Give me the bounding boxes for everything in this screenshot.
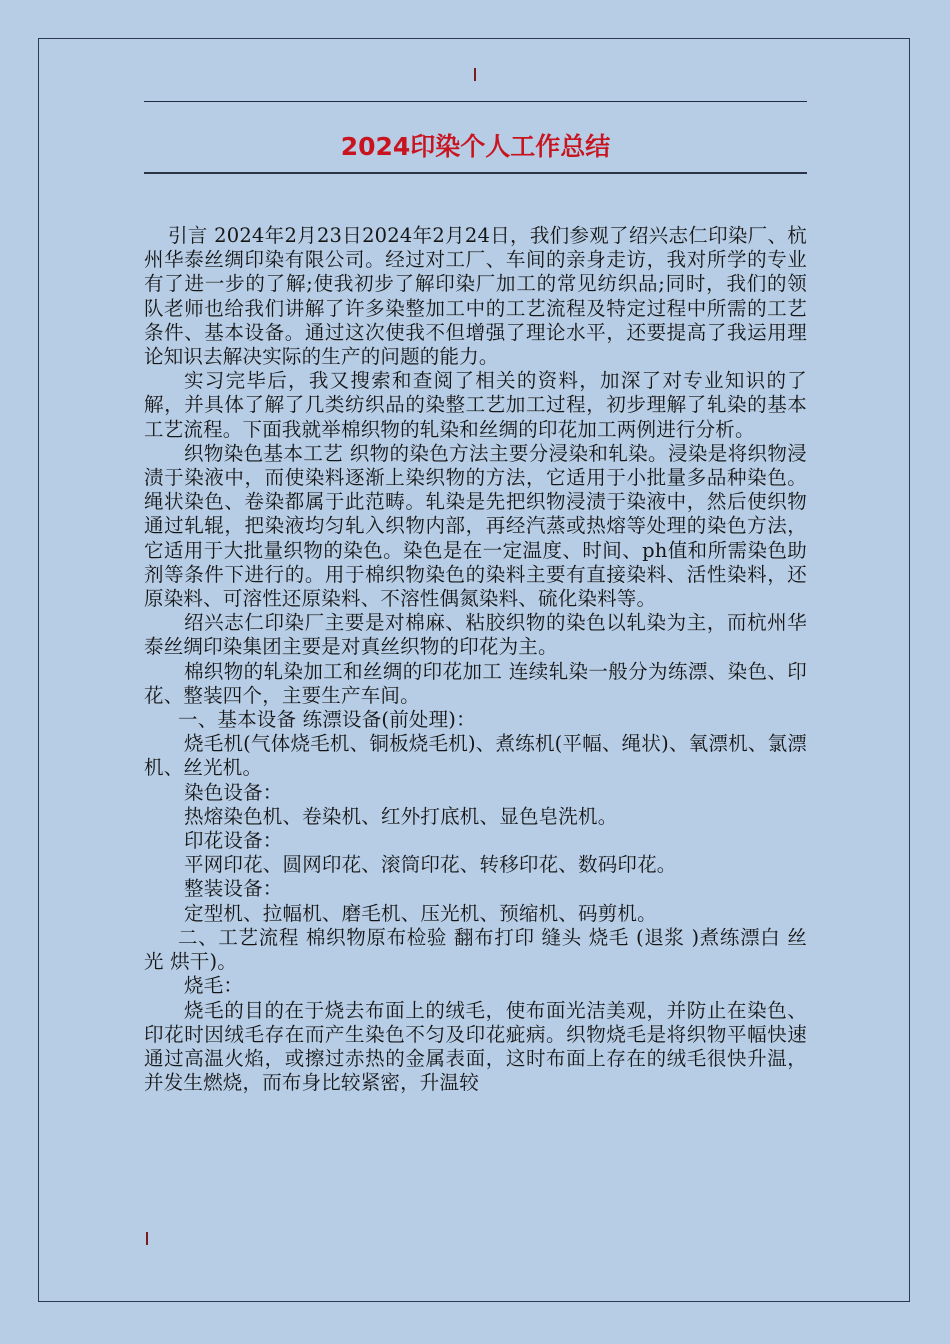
footer-marker xyxy=(146,1232,148,1245)
paragraph-dyeing-methods: 织物染色基本工艺 织物的染色方法主要分浸染和轧染。浸染是将织物浸渍于染液中，而使染料逐渐上染织物的方法，它适用于小批量多品种染色。绳状染色、卷染都属于此范畴。轧染是先把织物浸渍于染液中，然后使织物通过轧辊，把染液均匀轧入织物内部，再经汽蒸或热熔等处理的染色方法，它适用于大批量织物的染色。染色是在一定温度、时间、ph值和所需染色助剂等条件下进行的。用于棉织物染色的染料主要有直接染料、活性染料，还原染料、可溶性还原染料、不溶性偶氮染料、硫化染料等。 xyxy=(144,441,807,611)
header-marker xyxy=(474,68,476,81)
paragraph-singeing: 烧毛的目的在于烧去布面上的绒毛，使布面光洁美观，并防止在染色、印花时因绒毛存在而产生染色不匀及印花疵病。织物烧毛是将织物平幅快速通过高温火焰，或擦过赤热的金属表面，这时布面上存在的绒毛很快升温，并发生燃烧，而布身比较紧密，升温较 xyxy=(144,998,807,1095)
document-body xyxy=(144,224,807,1095)
subheading-dyeing-equipment: 染色设备： xyxy=(184,780,283,804)
title-rule xyxy=(144,172,807,174)
paragraph-finishing-machines: 定型机、拉幅机、磨毛机、压光机、预缩机、码剪机。 xyxy=(184,901,657,925)
paragraph-intro: 引言 2024年2月23日2024年2月24日，我们参观了绍兴志仁印染厂、杭州华泰丝绸印染有限公司。经过对工厂、车间的亲身走访，我对所学的专业有了进一步的了解;使我初步了解印染厂加工的常见纺织品;同时，我们的领队老师也给我们讲解了许多染整加工中的工艺流程及特定过程中所需的工艺条件、基本设备。通过这次使我不但增强了理论水平，还要提高了我运用理论知识去解决实际的生产的问题的能力。 xyxy=(144,224,807,369)
subheading-printing-equipment: 印花设备： xyxy=(184,829,283,853)
section-heading-process: 二、工艺流程 棉织物原布检验 翻布打印 缝头 烧毛 (退浆 )煮练漂白 丝光 烘干)。 xyxy=(144,925,807,974)
subheading-finishing-equipment: 整装设备： xyxy=(184,877,283,901)
header-rule xyxy=(144,101,807,102)
paragraph-printing-machines: 平网印花、圆网印花、滚筒印花、转移印花、数码印花。 xyxy=(184,853,677,877)
paragraph-after-internship: 实习完毕后，我又搜索和查阅了相关的资料，加深了对专业知识的了解，并具体了解了几类纺织品的染整工艺加工过程，初步理解了轧染的基本工艺流程。下面我就举棉织物的轧染和丝绸的印花加工两例进行分析。 xyxy=(144,369,807,441)
paragraph-factories: 绍兴志仁印染厂主要是对棉麻、粘胶织物的染色以轧染为主，而杭州华泰丝绸印染集团主要是对真丝织物的印花为主。 xyxy=(144,611,807,659)
subheading-singeing: 烧毛： xyxy=(184,974,244,998)
section-heading-equipment: 一、基本设备 练漂设备(前处理)： xyxy=(178,708,476,732)
paragraph-dyeing-machines: 热熔染色机、卷染机、红外打底机、显色皂洗机。 xyxy=(184,804,618,828)
document-title: 2024印染个人工作总结 xyxy=(340,132,611,161)
paragraph-pretreatment-machines: 烧毛机(气体烧毛机、铜板烧毛机)、煮练机(平幅、绳状)、氧漂机、氯漂机、丝光机。 xyxy=(144,732,807,780)
paragraph-processing: 棉织物的轧染加工和丝绸的印花加工 连续轧染一般分为练漂、染色、印花、整装四个，主要生产车间。 xyxy=(144,659,807,707)
